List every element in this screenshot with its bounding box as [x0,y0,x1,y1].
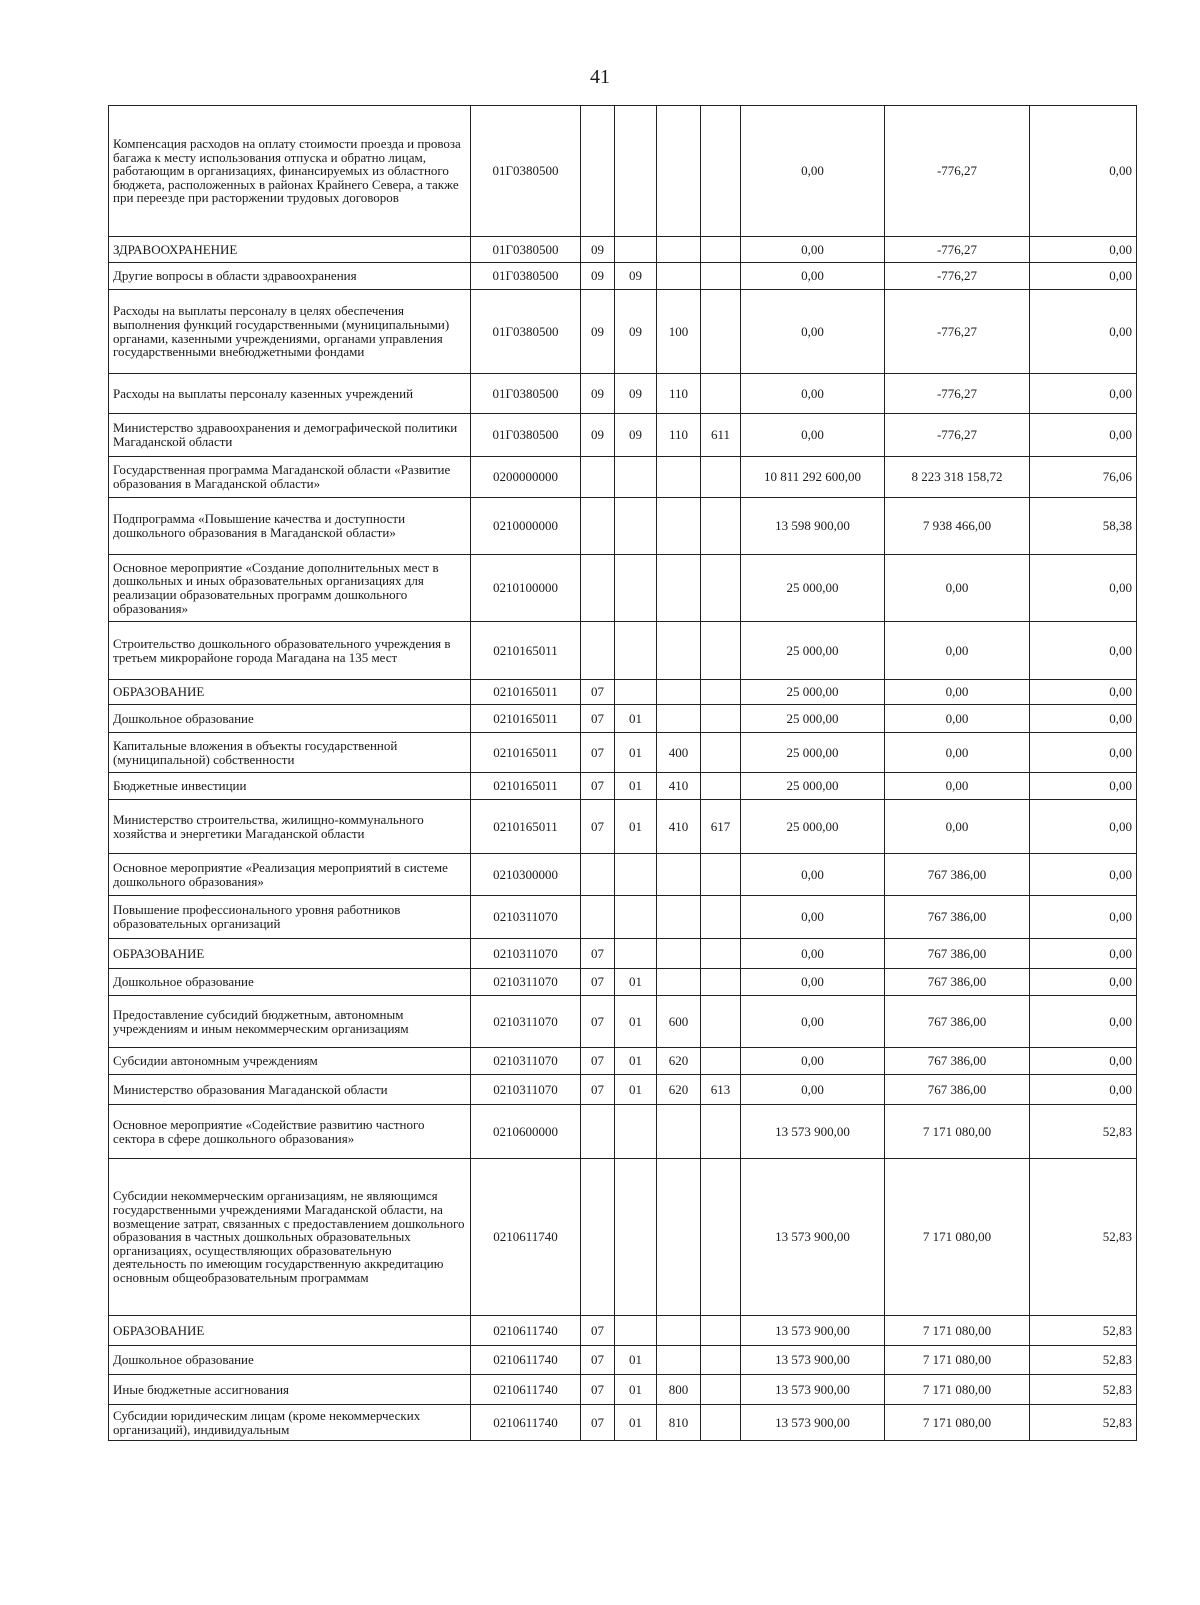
subsection-code [615,1316,657,1346]
row-name: Государственная программа Магаданской области «Развитие образования в Магаданской области» [109,457,471,498]
subsection-code: 01 [615,800,657,854]
table-row [109,414,1137,457]
target-article-code: 0210100000 [471,555,581,622]
subsection-code: 01 [615,705,657,733]
row-name: Основное мероприятие «Создание дополнительных мест в дошкольных и иных образовательных организациях для реализации образовательных программ дошкольного образования» [109,555,471,622]
execution-percent: 52,83 [1030,1346,1137,1375]
section-code: 07 [581,1346,615,1375]
execution-percent: 0,00 [1030,969,1137,996]
row-name: Компенсация расходов на оплату стоимости проезда и провоза багажа к месту использования отпуска и обратно лицам, работающим в организациях, финансируемых из областного бюджета, расположенных в районах Крайнего Севера, а также при переезде при расторжении трудовых договоров [109,106,471,237]
executed-amount: 0,00 [885,622,1030,680]
execution-percent: 0,00 [1030,896,1137,939]
executed-amount: -776,27 [885,263,1030,290]
subsection-code [615,498,657,555]
administrator-code [701,1375,741,1405]
expense-type-code: 600 [657,996,701,1048]
target-article-code: 0210311070 [471,996,581,1048]
planned-amount: 13 573 900,00 [741,1316,885,1346]
planned-amount: 25 000,00 [741,555,885,622]
table-row [109,290,1137,374]
target-article-code: 0210311070 [471,1048,581,1075]
administrator-code: 613 [701,1075,741,1105]
section-code [581,555,615,622]
expense-type-code [657,854,701,896]
executed-amount: 7 171 080,00 [885,1105,1030,1159]
subsection-code: 01 [615,773,657,800]
planned-amount: 13 573 900,00 [741,1405,885,1441]
row-name: Бюджетные инвестиции [109,773,471,800]
section-code [581,1105,615,1159]
planned-amount: 0,00 [741,414,885,457]
target-article-code: 0210600000 [471,1105,581,1159]
executed-amount: -776,27 [885,290,1030,374]
executed-amount: -776,27 [885,237,1030,263]
subsection-code: 01 [615,1405,657,1441]
target-article-code: 0210165011 [471,680,581,705]
executed-amount: 7 171 080,00 [885,1375,1030,1405]
planned-amount: 0,00 [741,106,885,237]
table-row [109,237,1137,263]
target-article-code: 0210165011 [471,773,581,800]
expense-type-code [657,680,701,705]
target-article-code: 0210611740 [471,1346,581,1375]
execution-percent: 0,00 [1030,996,1137,1048]
table-row [109,1405,1137,1441]
expense-type-code: 110 [657,374,701,414]
table-row [109,374,1137,414]
administrator-code [701,969,741,996]
target-article-code: 01Г0380500 [471,374,581,414]
administrator-code [701,374,741,414]
row-name: Основное мероприятие «Реализация мероприятий в системе дошкольного образования» [109,854,471,896]
section-code [581,498,615,555]
section-code [581,1159,615,1316]
expense-type-code: 800 [657,1375,701,1405]
planned-amount: 10 811 292 600,00 [741,457,885,498]
row-name: Дошкольное образование [109,705,471,733]
administrator-code [701,1405,741,1441]
executed-amount: -776,27 [885,106,1030,237]
executed-amount: 0,00 [885,705,1030,733]
row-name: ОБРАЗОВАНИЕ [109,939,471,969]
expense-type-code [657,896,701,939]
row-name: Субсидии некоммерческим организациям, не являющимся государственными учреждениями Магаданской области, на возмещение затрат, связанных с предоставлением дошкольного образования в частных дошкольных образовательных организациях, осуществляющих образовательную деятельность по имеющим государственную аккредитацию основным общеобразовательным программам [109,1159,471,1316]
subsection-code [615,1105,657,1159]
expense-type-code [657,939,701,969]
expense-type-code: 100 [657,290,701,374]
expense-type-code: 620 [657,1048,701,1075]
table-row [109,106,1137,237]
expense-type-code [657,969,701,996]
executed-amount: 767 386,00 [885,854,1030,896]
execution-percent: 52,83 [1030,1105,1137,1159]
subsection-code: 01 [615,1375,657,1405]
row-name: Дошкольное образование [109,1346,471,1375]
execution-percent: 0,00 [1030,680,1137,705]
section-code: 09 [581,263,615,290]
subsection-code: 01 [615,996,657,1048]
administrator-code [701,854,741,896]
execution-percent: 0,00 [1030,414,1137,457]
planned-amount: 0,00 [741,996,885,1048]
administrator-code [701,1105,741,1159]
administrator-code [701,773,741,800]
administrator-code [701,996,741,1048]
table-row [109,457,1137,498]
expense-type-code: 110 [657,414,701,457]
subsection-code [615,854,657,896]
table-row [109,1346,1137,1375]
section-code [581,896,615,939]
expense-type-code [657,106,701,237]
planned-amount: 0,00 [741,374,885,414]
subsection-code: 01 [615,1075,657,1105]
execution-percent: 52,83 [1030,1316,1137,1346]
administrator-code [701,1048,741,1075]
row-name: Министерство образования Магаданской области [109,1075,471,1105]
section-code: 07 [581,680,615,705]
row-name: Министерство здравоохранения и демографической политики Магаданской области [109,414,471,457]
section-code: 07 [581,1375,615,1405]
table-row [109,680,1137,705]
execution-percent: 0,00 [1030,106,1137,237]
subsection-code [615,680,657,705]
row-name: Субсидии юридическим лицам (кроме некоммерческих организаций), индивидуальным [109,1405,471,1441]
executed-amount: -776,27 [885,414,1030,457]
expense-type-code [657,237,701,263]
expense-type-code [657,1159,701,1316]
table-row [109,896,1137,939]
row-name: Расходы на выплаты персоналу в целях обеспечения выполнения функций государственными (муниципальными) органами, казенными учреждениями, органами управления государственными внебюджетными фондами [109,290,471,374]
administrator-code [701,939,741,969]
subsection-code: 01 [615,1346,657,1375]
execution-percent: 0,00 [1030,733,1137,773]
planned-amount: 0,00 [741,896,885,939]
executed-amount: 767 386,00 [885,939,1030,969]
table-row [109,555,1137,622]
target-article-code: 0210165011 [471,800,581,854]
planned-amount: 0,00 [741,290,885,374]
row-name: Министерство строительства, жилищно-коммунального хозяйства и энергетики Магаданской области [109,800,471,854]
target-article-code: 0200000000 [471,457,581,498]
section-code: 09 [581,290,615,374]
table-row [109,498,1137,555]
executed-amount: 7 171 080,00 [885,1316,1030,1346]
table-row [109,622,1137,680]
administrator-code [701,237,741,263]
expense-type-code: 410 [657,800,701,854]
administrator-code [701,733,741,773]
administrator-code: 611 [701,414,741,457]
expense-type-code [657,705,701,733]
target-article-code: 0210000000 [471,498,581,555]
execution-percent: 0,00 [1030,854,1137,896]
table-body [109,106,1137,1441]
section-code: 07 [581,800,615,854]
subsection-code: 01 [615,733,657,773]
budget-table [108,105,1137,1441]
planned-amount: 0,00 [741,263,885,290]
row-name: ОБРАЗОВАНИЕ [109,680,471,705]
subsection-code: 09 [615,263,657,290]
planned-amount: 0,00 [741,969,885,996]
subsection-code: 01 [615,969,657,996]
execution-percent: 52,83 [1030,1405,1137,1441]
subsection-code [615,939,657,969]
section-code [581,854,615,896]
execution-percent: 0,00 [1030,374,1137,414]
target-article-code: 0210311070 [471,896,581,939]
target-article-code: 01Г0380500 [471,414,581,457]
planned-amount: 13 573 900,00 [741,1346,885,1375]
target-article-code: 0210311070 [471,969,581,996]
subsection-code [615,1159,657,1316]
planned-amount: 13 573 900,00 [741,1375,885,1405]
expense-type-code: 810 [657,1405,701,1441]
execution-percent: 0,00 [1030,237,1137,263]
expense-type-code [657,1105,701,1159]
row-name: Иные бюджетные ассигнования [109,1375,471,1405]
row-name: Дошкольное образование [109,969,471,996]
administrator-code [701,1159,741,1316]
planned-amount: 13 573 900,00 [741,1159,885,1316]
execution-percent: 0,00 [1030,555,1137,622]
target-article-code: 0210165011 [471,733,581,773]
administrator-code: 617 [701,800,741,854]
target-article-code: 0210165011 [471,705,581,733]
administrator-code [701,1316,741,1346]
target-article-code: 0210300000 [471,854,581,896]
row-name: Основное мероприятие «Содействие развитию частного сектора в сфере дошкольного образования» [109,1105,471,1159]
subsection-code [615,555,657,622]
row-name: Расходы на выплаты персоналу казенных учреждений [109,374,471,414]
execution-percent: 0,00 [1030,290,1137,374]
row-name: Строительство дошкольного образовательного учреждения в третьем микрорайоне города Магадана на 135 мест [109,622,471,680]
executed-amount: 0,00 [885,733,1030,773]
subsection-code: 09 [615,290,657,374]
subsection-code [615,237,657,263]
subsection-code: 09 [615,374,657,414]
administrator-code [701,896,741,939]
expense-type-code [657,555,701,622]
section-code: 07 [581,773,615,800]
executed-amount: 7 171 080,00 [885,1405,1030,1441]
planned-amount: 25 000,00 [741,705,885,733]
table-row [109,939,1137,969]
expense-type-code [657,1316,701,1346]
section-code: 07 [581,705,615,733]
section-code: 07 [581,1405,615,1441]
subsection-code: 01 [615,1048,657,1075]
executed-amount: 767 386,00 [885,1048,1030,1075]
planned-amount: 0,00 [741,854,885,896]
subsection-code [615,622,657,680]
row-name: Капитальные вложения в объекты государственной (муниципальной) собственности [109,733,471,773]
expense-type-code: 400 [657,733,701,773]
table-row [109,969,1137,996]
execution-percent: 0,00 [1030,773,1137,800]
row-name: Предоставление субсидий бюджетным, автономным учреждениям и иным некоммерческим организациям [109,996,471,1048]
planned-amount: 25 000,00 [741,622,885,680]
section-code: 07 [581,1075,615,1105]
table-row [109,996,1137,1048]
administrator-code [701,263,741,290]
planned-amount: 25 000,00 [741,680,885,705]
administrator-code [701,290,741,374]
executed-amount: 767 386,00 [885,1075,1030,1105]
table-row [109,1316,1137,1346]
section-code: 07 [581,996,615,1048]
row-name: Подпрограмма «Повышение качества и доступности дошкольного образования в Магаданской области» [109,498,471,555]
section-code [581,622,615,680]
section-code [581,457,615,498]
execution-percent: 58,38 [1030,498,1137,555]
table-row [109,1075,1137,1105]
subsection-code: 09 [615,414,657,457]
expense-type-code: 410 [657,773,701,800]
execution-percent: 0,00 [1030,705,1137,733]
section-code: 07 [581,1316,615,1346]
administrator-code [701,680,741,705]
subsection-code [615,106,657,237]
executed-amount: 0,00 [885,800,1030,854]
planned-amount: 0,00 [741,237,885,263]
table-row [109,854,1137,896]
execution-percent: 0,00 [1030,939,1137,969]
row-name: Субсидии автономным учреждениям [109,1048,471,1075]
planned-amount: 13 573 900,00 [741,1105,885,1159]
executed-amount: 767 386,00 [885,969,1030,996]
page-number: 41 [590,66,610,88]
target-article-code: 0210611740 [471,1316,581,1346]
executed-amount: 767 386,00 [885,896,1030,939]
target-article-code: 0210311070 [471,1075,581,1105]
executed-amount: 767 386,00 [885,996,1030,1048]
administrator-code [701,705,741,733]
target-article-code: 0210311070 [471,939,581,969]
execution-percent: 0,00 [1030,1048,1137,1075]
target-article-code: 0210165011 [471,622,581,680]
execution-percent: 52,83 [1030,1159,1137,1316]
administrator-code [701,622,741,680]
planned-amount: 0,00 [741,1075,885,1105]
execution-percent: 0,00 [1030,622,1137,680]
planned-amount: 0,00 [741,1048,885,1075]
expense-type-code: 620 [657,1075,701,1105]
table-row [109,1159,1137,1316]
table-row [109,733,1137,773]
expense-type-code [657,622,701,680]
execution-percent: 0,00 [1030,263,1137,290]
section-code [581,106,615,237]
expense-type-code [657,498,701,555]
expense-type-code [657,457,701,498]
section-code: 07 [581,939,615,969]
planned-amount: 25 000,00 [741,773,885,800]
row-name: Повышение профессионального уровня работников образовательных организаций [109,896,471,939]
executed-amount: 7 171 080,00 [885,1159,1030,1316]
table-row [109,263,1137,290]
section-code: 09 [581,414,615,457]
executed-amount: 0,00 [885,680,1030,705]
row-name: ЗДРАВООХРАНЕНИЕ [109,237,471,263]
executed-amount: 8 223 318 158,72 [885,457,1030,498]
table-row [109,773,1137,800]
planned-amount: 25 000,00 [741,800,885,854]
administrator-code [701,106,741,237]
table-row [109,1105,1137,1159]
row-name: Другие вопросы в области здравоохранения [109,263,471,290]
table-row [109,1048,1137,1075]
target-article-code: 01Г0380500 [471,237,581,263]
planned-amount: 13 598 900,00 [741,498,885,555]
section-code: 07 [581,969,615,996]
section-code: 07 [581,733,615,773]
section-code: 07 [581,1048,615,1075]
table-row [109,705,1137,733]
row-name: ОБРАЗОВАНИЕ [109,1316,471,1346]
section-code: 09 [581,237,615,263]
administrator-code [701,457,741,498]
execution-percent: 76,06 [1030,457,1137,498]
target-article-code: 01Г0380500 [471,290,581,374]
execution-percent: 52,83 [1030,1375,1137,1405]
planned-amount: 0,00 [741,939,885,969]
target-article-code: 01Г0380500 [471,106,581,237]
administrator-code [701,1346,741,1375]
execution-percent: 0,00 [1030,800,1137,854]
target-article-code: 0210611740 [471,1405,581,1441]
section-code: 09 [581,374,615,414]
target-article-code: 01Г0380500 [471,263,581,290]
executed-amount: 0,00 [885,555,1030,622]
expense-type-code [657,263,701,290]
table-row [109,800,1137,854]
executed-amount: 7 171 080,00 [885,1346,1030,1375]
planned-amount: 25 000,00 [741,733,885,773]
subsection-code [615,457,657,498]
table-row [109,1375,1137,1405]
target-article-code: 0210611740 [471,1159,581,1316]
expense-type-code [657,1346,701,1375]
administrator-code [701,498,741,555]
administrator-code [701,555,741,622]
subsection-code [615,896,657,939]
execution-percent: 0,00 [1030,1075,1137,1105]
executed-amount: -776,27 [885,374,1030,414]
executed-amount: 7 938 466,00 [885,498,1030,555]
target-article-code: 0210611740 [471,1375,581,1405]
executed-amount: 0,00 [885,773,1030,800]
